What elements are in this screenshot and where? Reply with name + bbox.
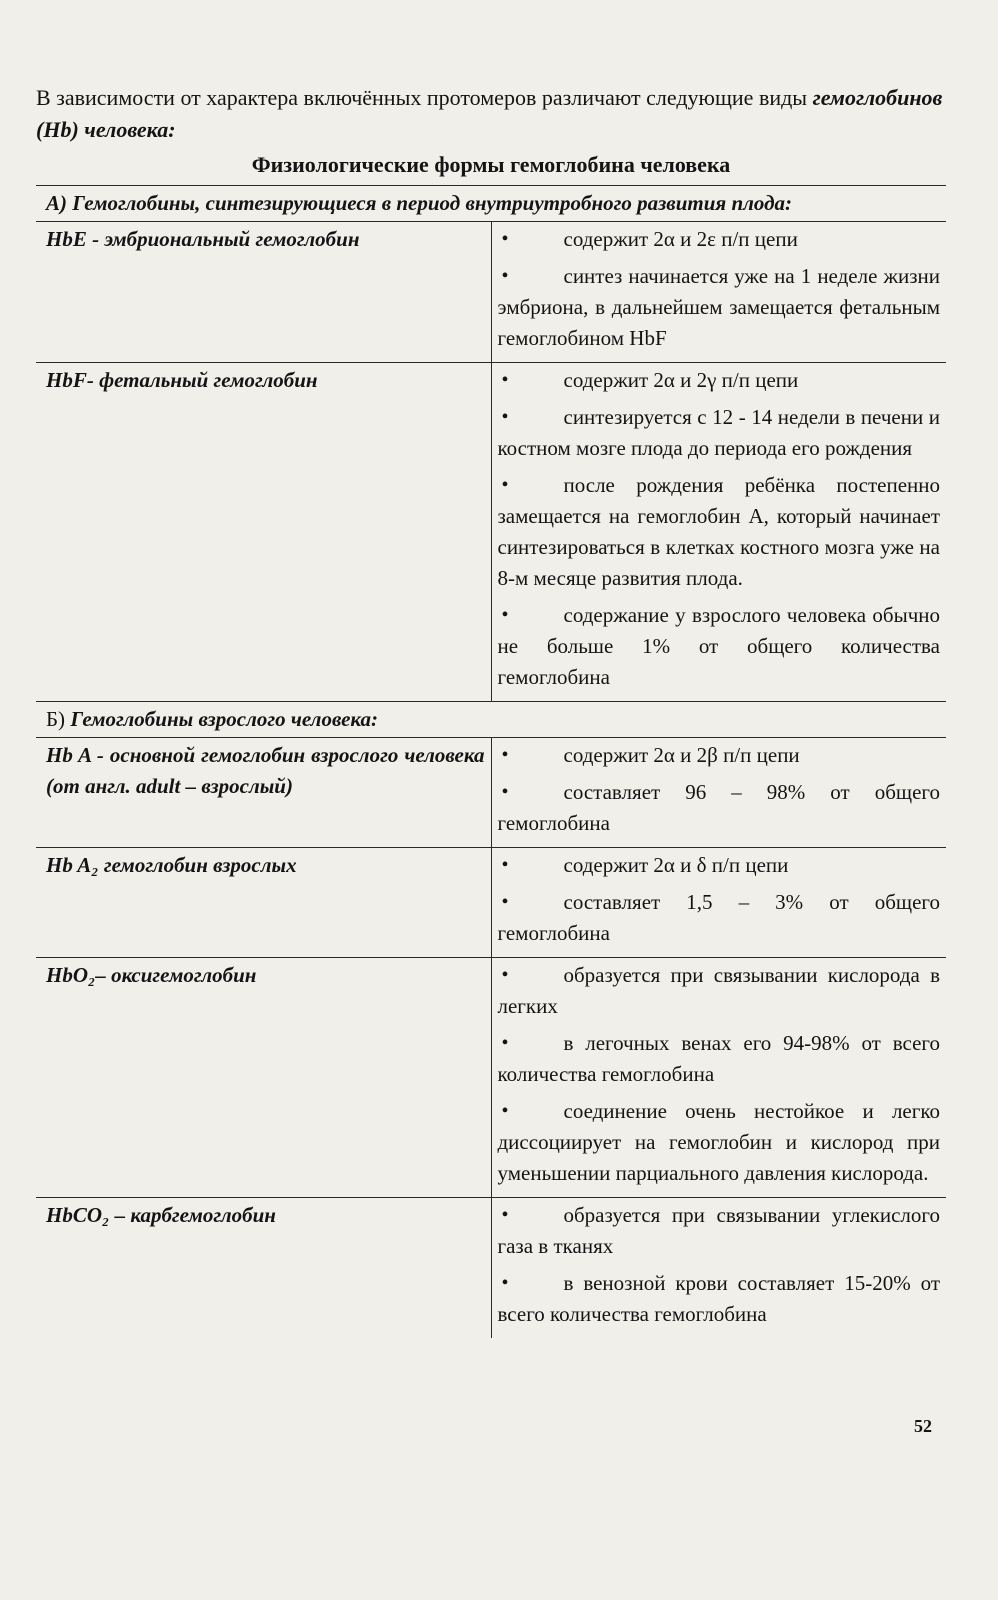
form-name: HbCO₂ – карбгемоглобин (36, 1198, 491, 1339)
page-number: 52 (914, 1416, 932, 1436)
form-description (491, 958, 946, 1198)
list-item: • синтез начинается уже на 1 неделе жизни эмбриона, в дальнейшем замещается фетальным гемоглобином HbF (498, 261, 941, 354)
list-item: • в легочных венах его 94-98% от всего количества гемоглобина (498, 1028, 941, 1090)
section-b-prefix: Б) (46, 707, 71, 731)
table-title: Физиологические формы гемоглобина человека (251, 152, 731, 177)
form-name: Hb A - основной гемоглобин взрослого человека (от англ. adult – взрослый) (36, 738, 491, 848)
table-row (36, 222, 946, 363)
list-item: • составляет 1,5 – 3% от общего гемоглобина (498, 887, 941, 949)
form-description (491, 848, 946, 958)
list-item: • соединение очень нестойкое и легко диссоциирует на гемоглобин и кислород при уменьшении парциального давления кислорода. (498, 1096, 941, 1189)
form-name: HbE - эмбриональный гемоглобин (36, 222, 491, 363)
form-description (491, 1198, 946, 1339)
form-name: HbF- фетальный гемоглобин (36, 363, 491, 702)
form-description (491, 363, 946, 702)
list-item: • образуется при связывании кислорода в легких (498, 960, 941, 1022)
form-name: HbO₂– оксигемоглобин (36, 958, 491, 1198)
list-item: • содержание у взрослого человека обычно не больше 1% от общего количества гемоглобина (498, 600, 941, 693)
form-name: Hb A₂ гемоглобин взрослых (36, 848, 491, 958)
table-row (36, 848, 946, 958)
list-item: • в венозной крови составляет 15-20% от всего количества гемоглобина (498, 1268, 941, 1330)
list-item: • после рождения ребёнка постепенно замещается на гемоглобин А, который начинает синтезироваться в клетках костного мозга уже на 8-м месяце развития плода. (498, 470, 941, 594)
table-row (36, 738, 946, 848)
list-item: • синтезируется с 12 - 14 недели в печени и костном мозге плода до периода его рождения (498, 402, 941, 464)
section-b-heading (36, 702, 946, 738)
list-item: • содержит 2α и 2γ п/п цепи (498, 365, 941, 396)
list-item: • составляет 96 – 98% от общего гемоглобина (498, 777, 941, 839)
list-item: • образуется при связывании углекислого газа в тканях (498, 1200, 941, 1262)
form-description (491, 222, 946, 363)
table-row (36, 958, 946, 1198)
intro-bold: гемоглобинов (Hb) человека: (36, 85, 943, 142)
hemoglobin-forms-table (36, 185, 946, 1338)
section-b-row (36, 702, 946, 738)
section-a-row (36, 186, 946, 222)
list-item: • содержит 2α и δ п/п цепи (498, 850, 941, 881)
section-a-heading: А) Гемоглобины, синтезирующиеся в период внутриутробного развития плода: (36, 186, 946, 222)
form-description (491, 738, 946, 848)
list-item: • содержит 2α и 2ε п/п цепи (498, 224, 941, 255)
table-row (36, 363, 946, 702)
intro-text: В зависимости от характера включённых протомеров различают следующие виды (36, 85, 813, 110)
section-b-text: Гемоглобины взрослого человека: (70, 707, 379, 731)
intro-paragraph (36, 82, 946, 146)
table-row (36, 1198, 946, 1339)
list-item: • содержит 2α и 2β п/п цепи (498, 740, 941, 771)
